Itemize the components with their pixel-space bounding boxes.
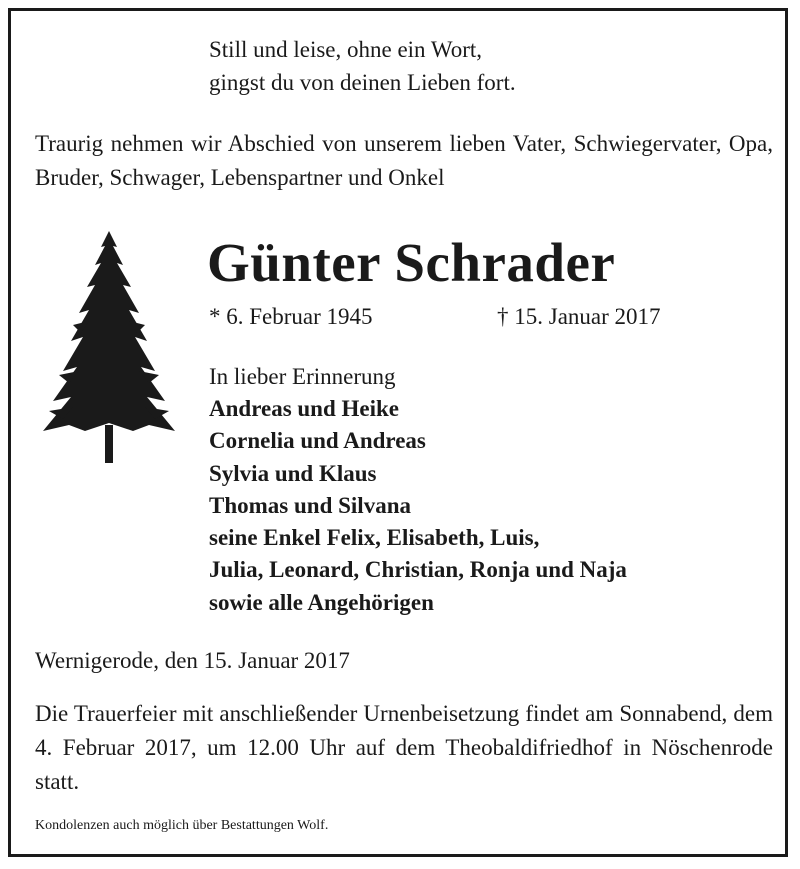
obituary-card: [8, 8, 788, 857]
funeral-notice: Die Trauerfeier mit anschließender Urnenbeisetzung findet am Sonnabend, dem 4. Februar 2017, um 12.00 Uhr auf dem Theobaldifriedhof in Nöschenrode statt.: [35, 701, 773, 794]
deceased-name: Günter Schrader: [207, 232, 616, 293]
life-dates: [209, 301, 661, 333]
fir-tree-icon: [29, 225, 189, 465]
mourner-line: Andreas und Heike: [209, 396, 400, 421]
condolence-footnote: Kondolenzen auch möglich über Bestattungen Wolf.: [35, 818, 329, 833]
verse: [209, 33, 516, 99]
mourner-line: Cornelia und Andreas: [209, 428, 426, 454]
place-date: Wernigerode, den 15. Januar 2017: [35, 648, 350, 673]
mourners-list: [209, 393, 627, 619]
death-date: † 15. Januar 2017: [497, 304, 661, 329]
mourner-line: sowie alle Angehörigen: [209, 589, 434, 615]
intro-text: Traurig nehmen wir Abschied von unserem lieben Vater, Schwiegervater, Opa, Bruder, Schwager, Lebenspartner und Onkel: [35, 131, 773, 190]
verse-line-1: Still und leise, ohne ein Wort,: [209, 37, 483, 62]
mourner-line: Thomas und Silvana: [209, 492, 411, 518]
memory-label: In lieber Erinnerung: [209, 364, 396, 389]
mourner-line: Sylvia und Klaus: [209, 460, 377, 486]
mourner-line: Julia, Leonard, Christian, Ronja und Naja: [209, 557, 627, 583]
birth-date: * 6. Februar 1945: [209, 304, 373, 329]
mourner-line: seine Enkel Felix, Elisabeth, Luis,: [209, 525, 540, 551]
verse-line-2: gingst du von deinen Lieben fort.: [209, 70, 516, 95]
